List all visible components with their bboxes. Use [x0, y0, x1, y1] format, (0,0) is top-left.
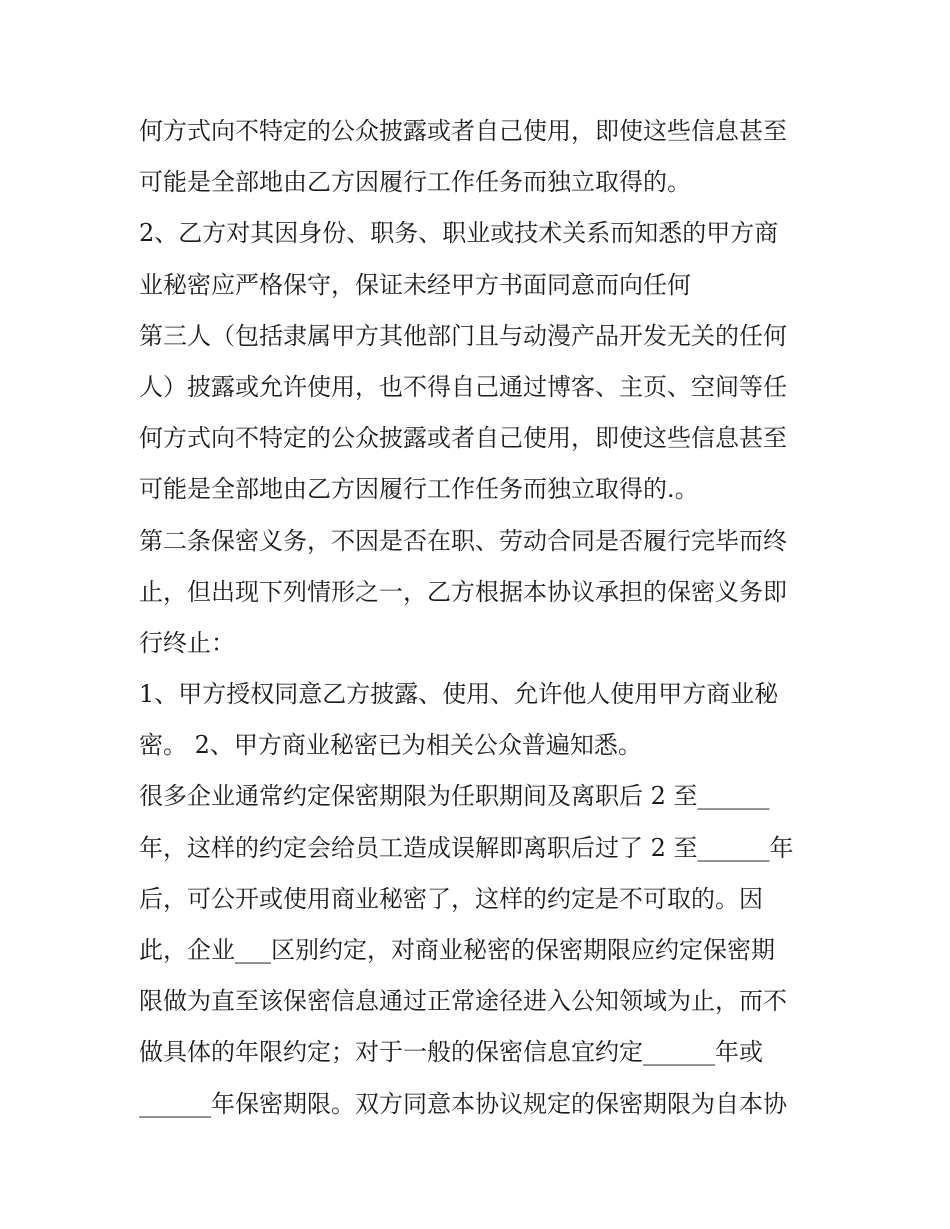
text-line-7: 何方式向不特定的公众披露或者自己使用，即使这些信息甚至	[139, 424, 787, 453]
text-line-11: 行终止：	[139, 628, 235, 657]
text-line-4: 业秘密应严格保守，保证未经甲方书面同意而向任何	[139, 270, 691, 299]
text-line-8: 可能是全部地由乙方因履行工作任务而独立取得的.。	[139, 475, 699, 504]
text-line-13: 密。 2、甲方商业秘密已为相关公众普遍知悉。	[139, 731, 642, 760]
text-line-15: 年，这样的约定会给员工造成误解即离职后过了 2 至______年	[139, 833, 794, 862]
text-line-17: 此，企业___区别约定，对商业秘密的保密期限应约定保密期	[139, 936, 775, 964]
text-line-18: 限做为直至该保密信息通过正常途径进入公知领域为止，而不	[139, 987, 787, 1016]
text-line-20: ______年保密期限。双方同意本协议规定的保密期限为自本协	[139, 1089, 787, 1118]
text-line-9: 第二条保密义务，不因是否在职、劳动合同是否履行完毕而终	[139, 526, 787, 555]
text-line-16: 后，可公开或使用商业秘密了，这样的约定是不可取的。因	[139, 884, 763, 913]
text-line-5: 第三人（包括隶属甲方其他部门且与动漫产品开发无关的任何	[139, 321, 787, 350]
text-line-14: 很多企业通常约定保密期限为任职期间及离职后 2 至______	[139, 782, 770, 811]
text-line-6: 人）披露或允许使用，也不得自己通过博客、主页、空间等任	[139, 372, 787, 401]
text-line-2: 可能是全部地由乙方因履行工作任务而独立取得的。	[139, 168, 691, 197]
document-body	[139, 106, 819, 1130]
text-line-1: 何方式向不特定的公众披露或者自己使用，即使这些信息甚至	[139, 117, 787, 145]
text-line-12: 1、甲方授权同意乙方披露、使用、允许他人使用甲方商业秘	[139, 680, 779, 709]
text-line-3: 2、乙方对其因身份、职务、职业或技术关系而知悉的甲方商	[139, 219, 779, 248]
text-line-19: 做具体的年限约定；对于一般的保密信息宜约定______年或	[139, 1038, 763, 1067]
text-line-10: 止，但出现下列情形之一，乙方根据本协议承担的保密义务即	[139, 577, 787, 606]
